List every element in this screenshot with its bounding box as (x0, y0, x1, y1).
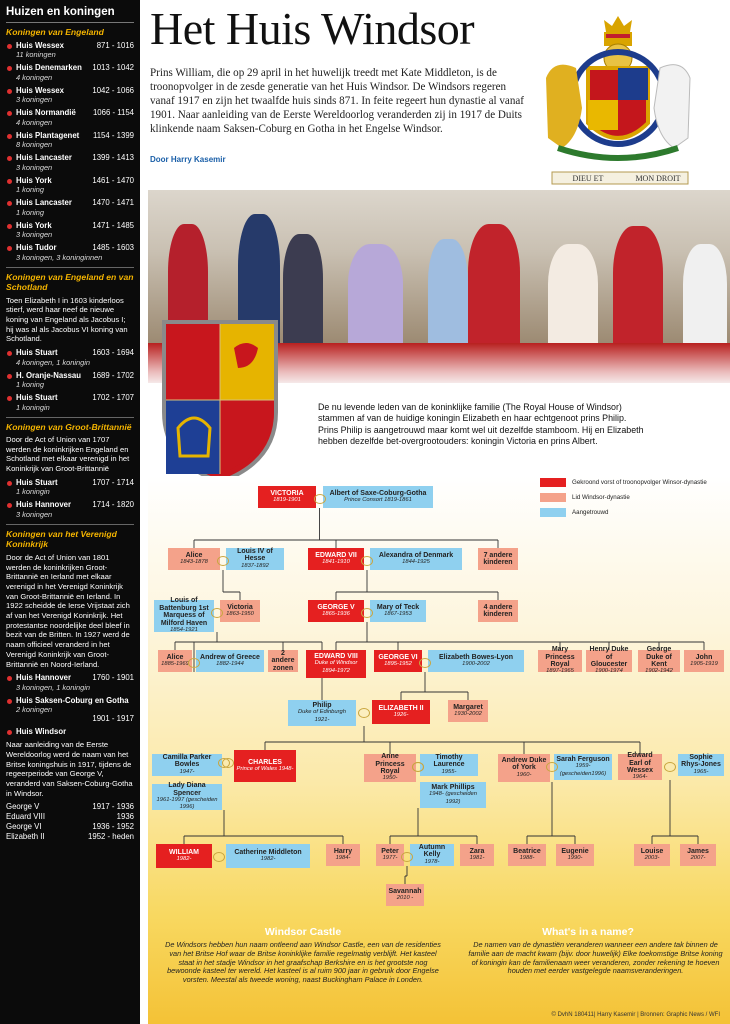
house-item (6, 153, 134, 172)
house-count: 4 koningen, 1 koningin (16, 357, 90, 367)
house-name: Huis Wessex (16, 85, 64, 95)
tree-connector-line (336, 570, 498, 600)
marriage-ring-icon (213, 852, 225, 862)
person-catherine (226, 844, 310, 868)
person-andere7 (478, 548, 518, 570)
person-name: Margaret (453, 703, 483, 711)
person-victoria (258, 486, 316, 508)
monarch-row (6, 822, 134, 832)
marriage-ring-icon (412, 762, 424, 772)
monarch-row (6, 812, 134, 822)
person-name: GEORGE V (317, 603, 355, 611)
person-autumn (410, 844, 454, 866)
house-count: 1 koningin (16, 487, 50, 497)
person-diana (152, 784, 222, 810)
house-count: 3 koningen (16, 162, 53, 172)
tree-connector-line (184, 810, 343, 844)
person-name: John (695, 653, 713, 661)
person-margaret (448, 700, 488, 722)
house-count: 1 koningin (16, 402, 50, 412)
house-item (6, 41, 134, 60)
person-georgek (638, 646, 680, 675)
house-name: Huis Tudor (16, 243, 57, 252)
main-content (140, 0, 730, 1024)
person-dates: 1865-1936 (322, 611, 350, 617)
person-name: Alice (185, 551, 203, 559)
person-eugenie (556, 844, 594, 866)
person-harry (326, 844, 360, 866)
person-dates: 1964- (632, 774, 648, 781)
divider (6, 524, 134, 525)
section-text: Door de Act of Union van 1707 werden de koninkrijken Engeland en Schotland met elkaar verenigd in het Koninkrijk van Groot-Brittannië (6, 435, 130, 474)
name-heading: What's in a name? (542, 926, 634, 938)
person-dates: 1990- (567, 855, 583, 861)
marriage-ring-icon (188, 658, 200, 668)
section-text: Door de Act of Union van 1801 werden de koninkrijken Groot-Brittannië en Ierland met elkaar verenigd in het Verenigd Koninkrijk van Groot-Brittannië en Ierland. In 1922 scheidde de Ierse Vrijstaat zich af van het Verenigd Koninkrijk. Het protestantse noordelijke deel bleef in bezit van de Britten. In 1927 werd de naam officieel veranderd in het Verenigd Koninkrijk van Groot-Brittannië en Noord-Ierland. (6, 552, 130, 669)
house-name: Huis Stuart (16, 393, 58, 403)
house-years: 1702 - 1707 (92, 393, 134, 403)
house-count: 3 koningen (16, 95, 53, 104)
house-name: Huis Wessex (16, 40, 64, 50)
person-dates: 1843-1878 (180, 559, 208, 565)
person-dates: 1902-1942 (645, 668, 673, 675)
person-dates: 1867-1953 (384, 611, 412, 617)
tree-connector-line (652, 780, 698, 844)
monarch-name: Eduard VIII (6, 812, 46, 822)
person-name: Sarah Ferguson (556, 755, 610, 763)
house-count: 3 koningen (16, 230, 53, 239)
person-dates: 1819-1901 (273, 497, 301, 503)
person-andrew (196, 650, 264, 672)
legend-item-aangetrouwd: Aangetrouwd (540, 508, 707, 517)
person-name: Lady Diana Spencer (168, 782, 206, 797)
person-name: Andrew of Greece (200, 653, 260, 661)
house-name: Huis Stuart (16, 348, 58, 358)
person-name: ELIZABETH II (378, 704, 424, 712)
person-name: Peter (381, 847, 399, 855)
house-item (6, 478, 134, 497)
house-item (6, 500, 134, 519)
tree-connector-line (405, 866, 407, 884)
person-albert (323, 486, 433, 508)
house-years: 1471 - 1485 (92, 220, 134, 230)
person-name: Harry (333, 847, 353, 855)
person-sarah (554, 754, 612, 780)
person-dates: 1897-1965 (546, 668, 574, 675)
marriage-ring-icon (546, 762, 558, 772)
house-years: 1470 - 1471 (92, 198, 134, 207)
house-years: 1042 - 1066 (92, 85, 134, 95)
person-dates: 1977- (382, 855, 398, 861)
house-count: 11 koningen (16, 50, 56, 59)
monarch-row (6, 802, 134, 812)
marriage-ring-icon (358, 708, 370, 718)
person-timothy (420, 754, 478, 776)
house-item (6, 108, 134, 127)
house-item (6, 131, 134, 150)
bottom-panel (148, 916, 730, 1024)
person-dates: 1882-1944 (216, 661, 244, 667)
tree-connector-line (401, 672, 468, 700)
person-edward (618, 754, 662, 780)
person-savannah (386, 884, 424, 906)
house-years: 1689 - 1702 (92, 370, 134, 380)
house-count: 2 koningen (16, 705, 53, 715)
person-name: Beatrice (513, 847, 541, 855)
house-item (6, 393, 134, 412)
house-name: Huis Windsor (16, 726, 67, 736)
section-text: Toen Elizabeth I in 1603 kinderloos stierf, werd haar neef de nieuwe koning van Engeland als Jacobus I; hij was al als Jacobus VI koning van Schotland. (6, 295, 128, 344)
person-name: Mary of Teck (376, 603, 420, 611)
person-zonen (268, 650, 298, 672)
marriage-ring-icon (217, 556, 229, 566)
house-years: 1485 - 1603 (92, 243, 134, 252)
person-name: WILLIAM (169, 848, 199, 856)
house-count: 1 koning (16, 380, 44, 390)
person-battenberg (154, 597, 214, 634)
house-years: 1760 - 1901 (92, 673, 134, 683)
person-dates: 1895-1952 (384, 661, 412, 667)
person-dates: 1837-1892 (241, 562, 269, 569)
tree-connector-line (390, 808, 477, 844)
person-george5 (308, 600, 364, 622)
person-name: Louis IV of Hesse (237, 547, 273, 563)
person-maryp (538, 646, 582, 675)
marriage-ring-icon (419, 658, 431, 668)
house-item (6, 221, 134, 240)
person-beatrice (508, 844, 546, 866)
house-name: Huis Lancaster (16, 153, 72, 162)
person-name: Alice (166, 653, 184, 661)
person-dates: Duke of Windsor 1894-1972 (314, 660, 358, 674)
house-name: Huis Denemarken (16, 63, 82, 72)
person-dates: 1965- (693, 768, 709, 775)
person-name: Sophie Rhys-Jones (681, 753, 721, 769)
house-list-england (6, 41, 134, 262)
person-dates: 1988- (519, 855, 535, 861)
person-name: 4 andere kinderen (483, 603, 513, 618)
person-louis (226, 548, 284, 570)
person-name: Edward Earl of Wessex (627, 752, 653, 774)
person-name: Albert of Saxe-Coburg-Gotha (329, 489, 427, 497)
monarch-years: 1936 - 1952 (92, 822, 134, 832)
person-dates: 1961-1997 (gescheiden 1996) (156, 797, 218, 811)
house-count: 4 koningen (16, 72, 53, 82)
house-item (6, 673, 134, 692)
house-item (6, 243, 134, 262)
house-count: 1 koning (16, 207, 44, 217)
section-heading: Koningen van Engeland (6, 27, 104, 37)
person-andere4 (478, 600, 518, 622)
person-name: GEORGE VI (378, 653, 418, 661)
marriage-ring-icon (361, 608, 373, 618)
person-dates: 2007- (690, 855, 706, 861)
person-name: Elizabeth Bowes-Lyon (438, 653, 514, 661)
section-heading: Koningen van Groot-Brittannië (6, 421, 132, 432)
person-name: Alexandra of Denmark (378, 551, 454, 559)
person-victoria2 (220, 600, 260, 622)
family-tree (148, 476, 730, 916)
person-dates: 1978- (424, 858, 440, 865)
royal-coat-of-arms (518, 8, 723, 198)
tree-connector-line (527, 782, 575, 844)
section-heading: Koningen van het Verenigd Koninkrijk (6, 528, 117, 550)
person-name: George Duke of Kent (646, 646, 672, 668)
house-count: 1 koning (16, 185, 44, 194)
person-dates: 1900-2002 (462, 661, 490, 667)
marriage-ring-icon (211, 608, 223, 618)
house-years: 1154 - 1399 (92, 130, 134, 140)
house-name: Huis York (16, 175, 52, 185)
person-john (684, 650, 724, 672)
person-dates: 1905-1919 (690, 661, 718, 667)
house-years: 1603 - 1694 (92, 348, 134, 358)
motto-right: MON DROIT (635, 174, 681, 183)
person-dates: 1950- (382, 775, 398, 782)
legend-item-crown: Gekroond vorst of troonopvolger Winsor-dynastie (540, 478, 707, 487)
person-name: CHARLES (248, 758, 282, 766)
house-name: Huis Stuart (16, 477, 58, 487)
house-list-england-scotland (6, 348, 134, 412)
person-alice2 (158, 650, 192, 672)
person-dates: Prince of Wales 1948- (236, 766, 294, 772)
person-dates: 1948- (gescheiden 1992) (428, 791, 478, 805)
person-name: Zara (469, 847, 485, 855)
marriage-ring-icon (218, 758, 230, 768)
person-name: Eugenie (561, 847, 589, 855)
house-years: 871 - 1016 (96, 40, 134, 50)
sidebar (0, 0, 140, 1024)
castle-text: De Windsors hebben hun naam ontleend aan Windsor Castle, een van de residenties van het Britse Hof waar de Britse koninklijke familie regelmatig verblijft. Het kasteel staat in het stadje Windsor in het graafschap Berkshire en is het grootste nog bewoonde kasteel ter wereld. Het kasteel is al ruim 900 jaar in gebruik door Engelse vorsten. Meestal als tweede woning, naast Buckingham Palace in Londen. (165, 940, 441, 985)
tree-connector-line (194, 508, 498, 548)
house-name: Huis York (16, 220, 52, 230)
house-years: 1707 - 1714 (92, 477, 134, 487)
person-mary (370, 600, 426, 622)
person-dates: 1854-1921 (170, 627, 198, 634)
house-item (6, 696, 134, 715)
windsor-monarch-list (6, 802, 134, 842)
person-peter (376, 844, 404, 866)
saksen-years: 1901 - 1917 (92, 714, 134, 724)
person-henry (586, 646, 632, 675)
person-edward7 (308, 548, 364, 570)
house-item (6, 727, 134, 737)
person-name: Savannah (388, 887, 422, 895)
person-sophie (678, 754, 724, 776)
house-item (6, 198, 134, 217)
person-name: Timothy Laurence (433, 753, 465, 769)
house-name: Huis Lancaster (16, 198, 72, 207)
house-years: 1013 - 1042 (92, 63, 134, 72)
person-edward8 (306, 650, 366, 678)
person-andrewy (498, 754, 550, 782)
person-alice (168, 548, 220, 570)
person-dates: 1984- (335, 855, 351, 861)
person-dates: 1863-1950 (226, 611, 254, 617)
person-name: Anne Princess Royal (375, 753, 405, 775)
house-count: 3 koningen, 3 koninginnen (16, 252, 103, 262)
house-name: Huis Plantagenet (16, 130, 80, 140)
person-charles (234, 750, 296, 782)
house-item (6, 348, 134, 367)
person-dates: 1982- (260, 856, 276, 862)
credit-line: © DvhN 180411| Harry Kasemir | Bronnen: Graphic News / WFI (551, 1012, 720, 1018)
person-dates: 1947- (179, 768, 195, 775)
house-count: 8 koningen (16, 140, 53, 149)
marriage-ring-icon (401, 852, 413, 862)
house-years: 1399 - 1413 (92, 153, 134, 162)
marriage-ring-icon (361, 556, 373, 566)
house-years: 1066 - 1154 (92, 108, 134, 117)
house-list-united-kingdom (6, 673, 134, 714)
person-name: Camilla Parker Bowles (162, 753, 212, 769)
person-james (680, 844, 716, 866)
legend-item-lid: Lid Windsor-dynastie (540, 493, 707, 502)
house-list-great-britain (6, 478, 134, 519)
house-item (6, 63, 134, 82)
person-mark (420, 782, 486, 808)
person-dates: 1900-1974 (595, 668, 623, 675)
house-name: Huis Hannover (16, 500, 72, 510)
windsor-text: Naar aanleiding van de Eerste Wereldoorlog werd de naam van het Britse koningshuis in 1917, tijdens de regeerperiode van George V, veranderd van Saksen-Coburg-Gotha in Windsor. (6, 740, 133, 798)
person-name: Mary Princess Royal (545, 646, 575, 668)
person-george6 (374, 650, 422, 672)
person-name: Autumn Kelly (418, 843, 446, 859)
person-louise (634, 844, 670, 866)
person-name: 7 andere kinderen (483, 551, 513, 566)
person-dates: 1981- (469, 855, 485, 861)
person-name: Louis of Battenburg 1st Marquess of Milford Haven (159, 597, 209, 627)
name-text: De namen van de dynastiën veranderen wanneer een andere tak binnen de familie aan de macht kwam (bijv. door huwelijk) Elke toekomstige Britse koning of koningin kan de familienaam weer veranderen, zonder rekening te hoeven houden met eerder vastgelegde naamsveranderingen. (468, 940, 723, 976)
person-name: Philip (312, 701, 332, 709)
castle-heading: Windsor Castle (264, 926, 342, 938)
monarch-years: 1917 - 1936 (92, 802, 134, 812)
person-philip (288, 700, 356, 726)
marriage-ring-icon (664, 762, 676, 772)
person-dates: 2003- (644, 855, 660, 861)
person-dates: 1885-1969 (161, 661, 189, 667)
house-count: 3 koningen, 1 koningin (16, 682, 90, 692)
person-name: James (687, 847, 709, 855)
intro-text: Prins William, die op 29 april in het huwelijk treedt met Kate Middleton, is de troonopvolger in de zesde generatie van het Huis Windsor. De Windsors regeren vanaf 1917 en zijn het twaalfde huis sinds 871. In feite regeert hun dynastie al vanaf 1901. Naar aanleiding van de Eerste Wereldoorlog veranderden zij in 1917 de Duits klinkende naam Saksen-Coburg en Gotha in het Engelse Windsor. (150, 67, 524, 135)
tree-connector-line (223, 570, 240, 600)
house-item (6, 176, 134, 195)
person-dates: 1926- (393, 712, 409, 718)
person-dates: 1959- (gescheiden1996) (559, 763, 607, 777)
person-name: Mark Phillips (431, 783, 475, 791)
section-heading: Koningen van Engeland en van Schotland (6, 271, 134, 292)
divider (6, 417, 134, 418)
house-count: 4 koningen (16, 117, 53, 127)
person-alexandra (370, 548, 462, 570)
house-name: Huis Hannover (16, 673, 72, 683)
house-item (6, 371, 134, 390)
person-anne (364, 754, 416, 782)
house-count: 3 koningen (16, 509, 53, 519)
person-dates: Duke of Edinburgh 1921- (297, 709, 347, 723)
person-dates: 1841-1910 (322, 559, 350, 565)
house-years: 1461 - 1470 (92, 175, 134, 185)
person-bowes (428, 650, 524, 672)
person-dates: 1982- (176, 856, 192, 862)
monarch-row (6, 832, 134, 842)
person-name: VICTORIA (270, 489, 304, 497)
person-dates: 2010 - (396, 895, 414, 901)
person-william (156, 844, 212, 868)
royal-house-text: De nu levende leden van de koninklijke familie (The Royal House of Windsor) stammen af van de huidige koningin Elizabeth en haar echtgenoot prins Philip. Prins Philip is aangetrouwd maar komt wel uit dezelfde stamboom. Hij en Elizabeth hebben dezelfde bet-overgrootouders: koningin Victoria en prins Albert. (318, 402, 644, 447)
monarch-name: Elizabeth II (6, 832, 45, 842)
house-name: Huis Saksen-Coburg en Gotha (16, 695, 129, 705)
sidebar-title: Huizen en koningen (6, 6, 134, 23)
person-name: EDWARD VIII (314, 652, 358, 660)
house-name: Huis Normandië (16, 108, 76, 117)
page-title: Het Huis Windsor (150, 3, 475, 54)
person-name: Henry Duke of Gloucester (589, 646, 629, 668)
person-name: Catherine Middleton (234, 848, 302, 856)
person-dates: 1844-1925 (402, 559, 430, 565)
marriage-ring-icon (314, 494, 326, 504)
person-dates: Prince Consort 1819-1861 (344, 497, 412, 503)
person-name: 2 andere zonen (271, 649, 295, 672)
person-name: EDWARD VII (315, 551, 357, 559)
monarch-years: 1936 (116, 812, 134, 822)
house-years: 1714 - 1820 (92, 500, 134, 510)
house-name: H. Oranje-Nassau (16, 370, 81, 380)
monarch-name: George VI (6, 822, 42, 832)
monarch-name: George V (6, 802, 40, 812)
tree-connector-line (175, 632, 217, 650)
person-dates: 1930-2002 (454, 711, 482, 717)
house-item (6, 86, 134, 105)
person-name: Andrew Duke of York (501, 756, 547, 772)
divider (6, 267, 134, 268)
person-camilla (152, 754, 222, 776)
monarch-years: 1952 - heden (88, 832, 134, 842)
byline: Door Harry Kasemir (150, 155, 226, 164)
royal-shield (160, 318, 280, 486)
person-zara (460, 844, 494, 866)
person-name: Victoria (227, 603, 253, 611)
person-dates: 1960- (516, 771, 532, 778)
person-dates: 1955- (441, 768, 457, 775)
person-elizabeth2 (372, 700, 430, 724)
motto-left: DIEU ET (572, 174, 604, 183)
tree-connector-line (265, 726, 640, 754)
person-name: Louise (640, 847, 664, 855)
